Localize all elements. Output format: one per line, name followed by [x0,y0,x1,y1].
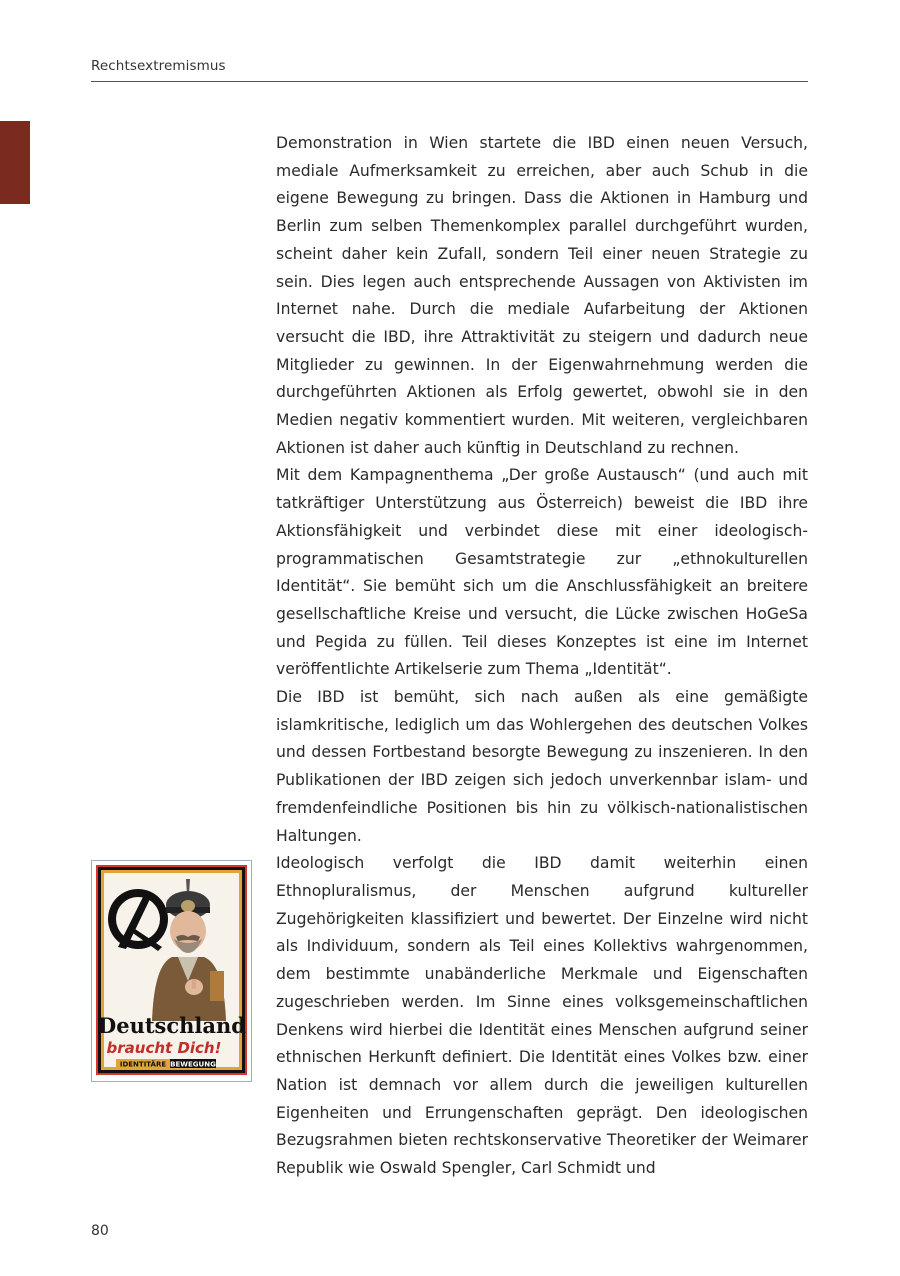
poster-title: Deutschland [98,1013,246,1038]
poster-banner-right: BEWEGUNG [170,1060,216,1069]
header-rule [91,81,808,82]
chapter-side-tab [0,121,30,204]
paragraph-4: Ideologisch verfolgt die IBD damit weiterhin einen Ethnopluralismus, der Menschen aufgrund kultureller Zugehörigkeiten klassifiziert und bewertet. Der Einzelne wird nicht als Individuum, sondern als Teil eines Kollektivs wahrgenommen, dem bestimmte unabänderliche Merkmale und Eigenschaften zugeschrieben werden. Im Sinne eines volksgemeinschaftlichen Denkens wird hierbei die Identität eines Menschen aufgrund seiner ethnischen Herkunft definiert. Die Identität eines Volkes bzw. einer Nation ist demnach vor allem durch die jeweiligen kulturellen Eigenheiten und Errungenschaften geprägt. Den ideologischen Bezugsrahmen bieten rechtskonservative Theoretiker der Weimarer Republik wie Oswald Spengler, Carl Schmidt und [276,854,808,1178]
page-number: 80 [91,1223,109,1239]
paragraph-1: Demonstration in Wien startete die IBD einen neuen Versuch, mediale Aufmerksamkeit zu erreichen, aber auch Schub in die eigene Bewegung zu bringen. Dass die Aktionen in Hamburg und Berlin zum selben Themenkomplex parallel durchgeführt wurden, scheint daher kein Zufall, sondern Teil einer neuen Strategie zu sein. Dies legen auch entsprechende Aussagen von Aktivisten im Internet nahe. Durch die mediale Aufarbeitung der Aktionen versucht die IBD, ihre Attraktivität zu steigern und dadurch neue Mitglieder zu gewinnen. In der Eigenwahrnehmung werden die durchgeführten Aktionen als Erfolg gewertet, obwohl sie in den Medien negativ kommentiert wurden. Mit weiteren, vergleichbaren Aktionen ist daher auch künftig in Deutschland zu rechnen. [276,134,808,457]
poster-image [91,860,252,1082]
poster-subtitle: braucht Dich! [106,1039,222,1057]
paragraph-3: Die IBD ist bemüht, sich nach außen als eine gemäßigte islamkritische, lediglich um das Wohlergehen des deutschen Volkes und dessen Fortbestand besorgte Bewegung zu inszenieren. In den Publikationen der IBD zeigen sich jedoch unverkennbar islam- und fremdenfeindliche Positionen bis hin zu völkisch-nationalistischen Haltungen. [276,688,808,845]
paragraph-2: Mit dem Kampagnenthema „Der große Austausch“ (und auch mit tatkräftiger Unterstützung aus Österreich) beweist die IBD ihre Aktionsfähigkeit und verbindet diese mit einer ideologisch-programmatischen Gesamtstrategie zur „ethnokulturellen Identität“. Sie bemüht sich um die Anschlussfähigkeit an breitere gesellschaftliche Kreise und versucht, die Lücke zwischen HoGeSa und Pegida zu füllen. Teil dieses Konzeptes ist eine im Internet veröffentlichte Artikelserie zum Thema „Identität“. [276,466,808,679]
running-header: Rechtsextremismus [91,58,226,74]
poster-banner-left: IDENTITÄRE [119,1060,167,1069]
body-text [276,130,808,1183]
poster-illustration [92,861,251,1081]
